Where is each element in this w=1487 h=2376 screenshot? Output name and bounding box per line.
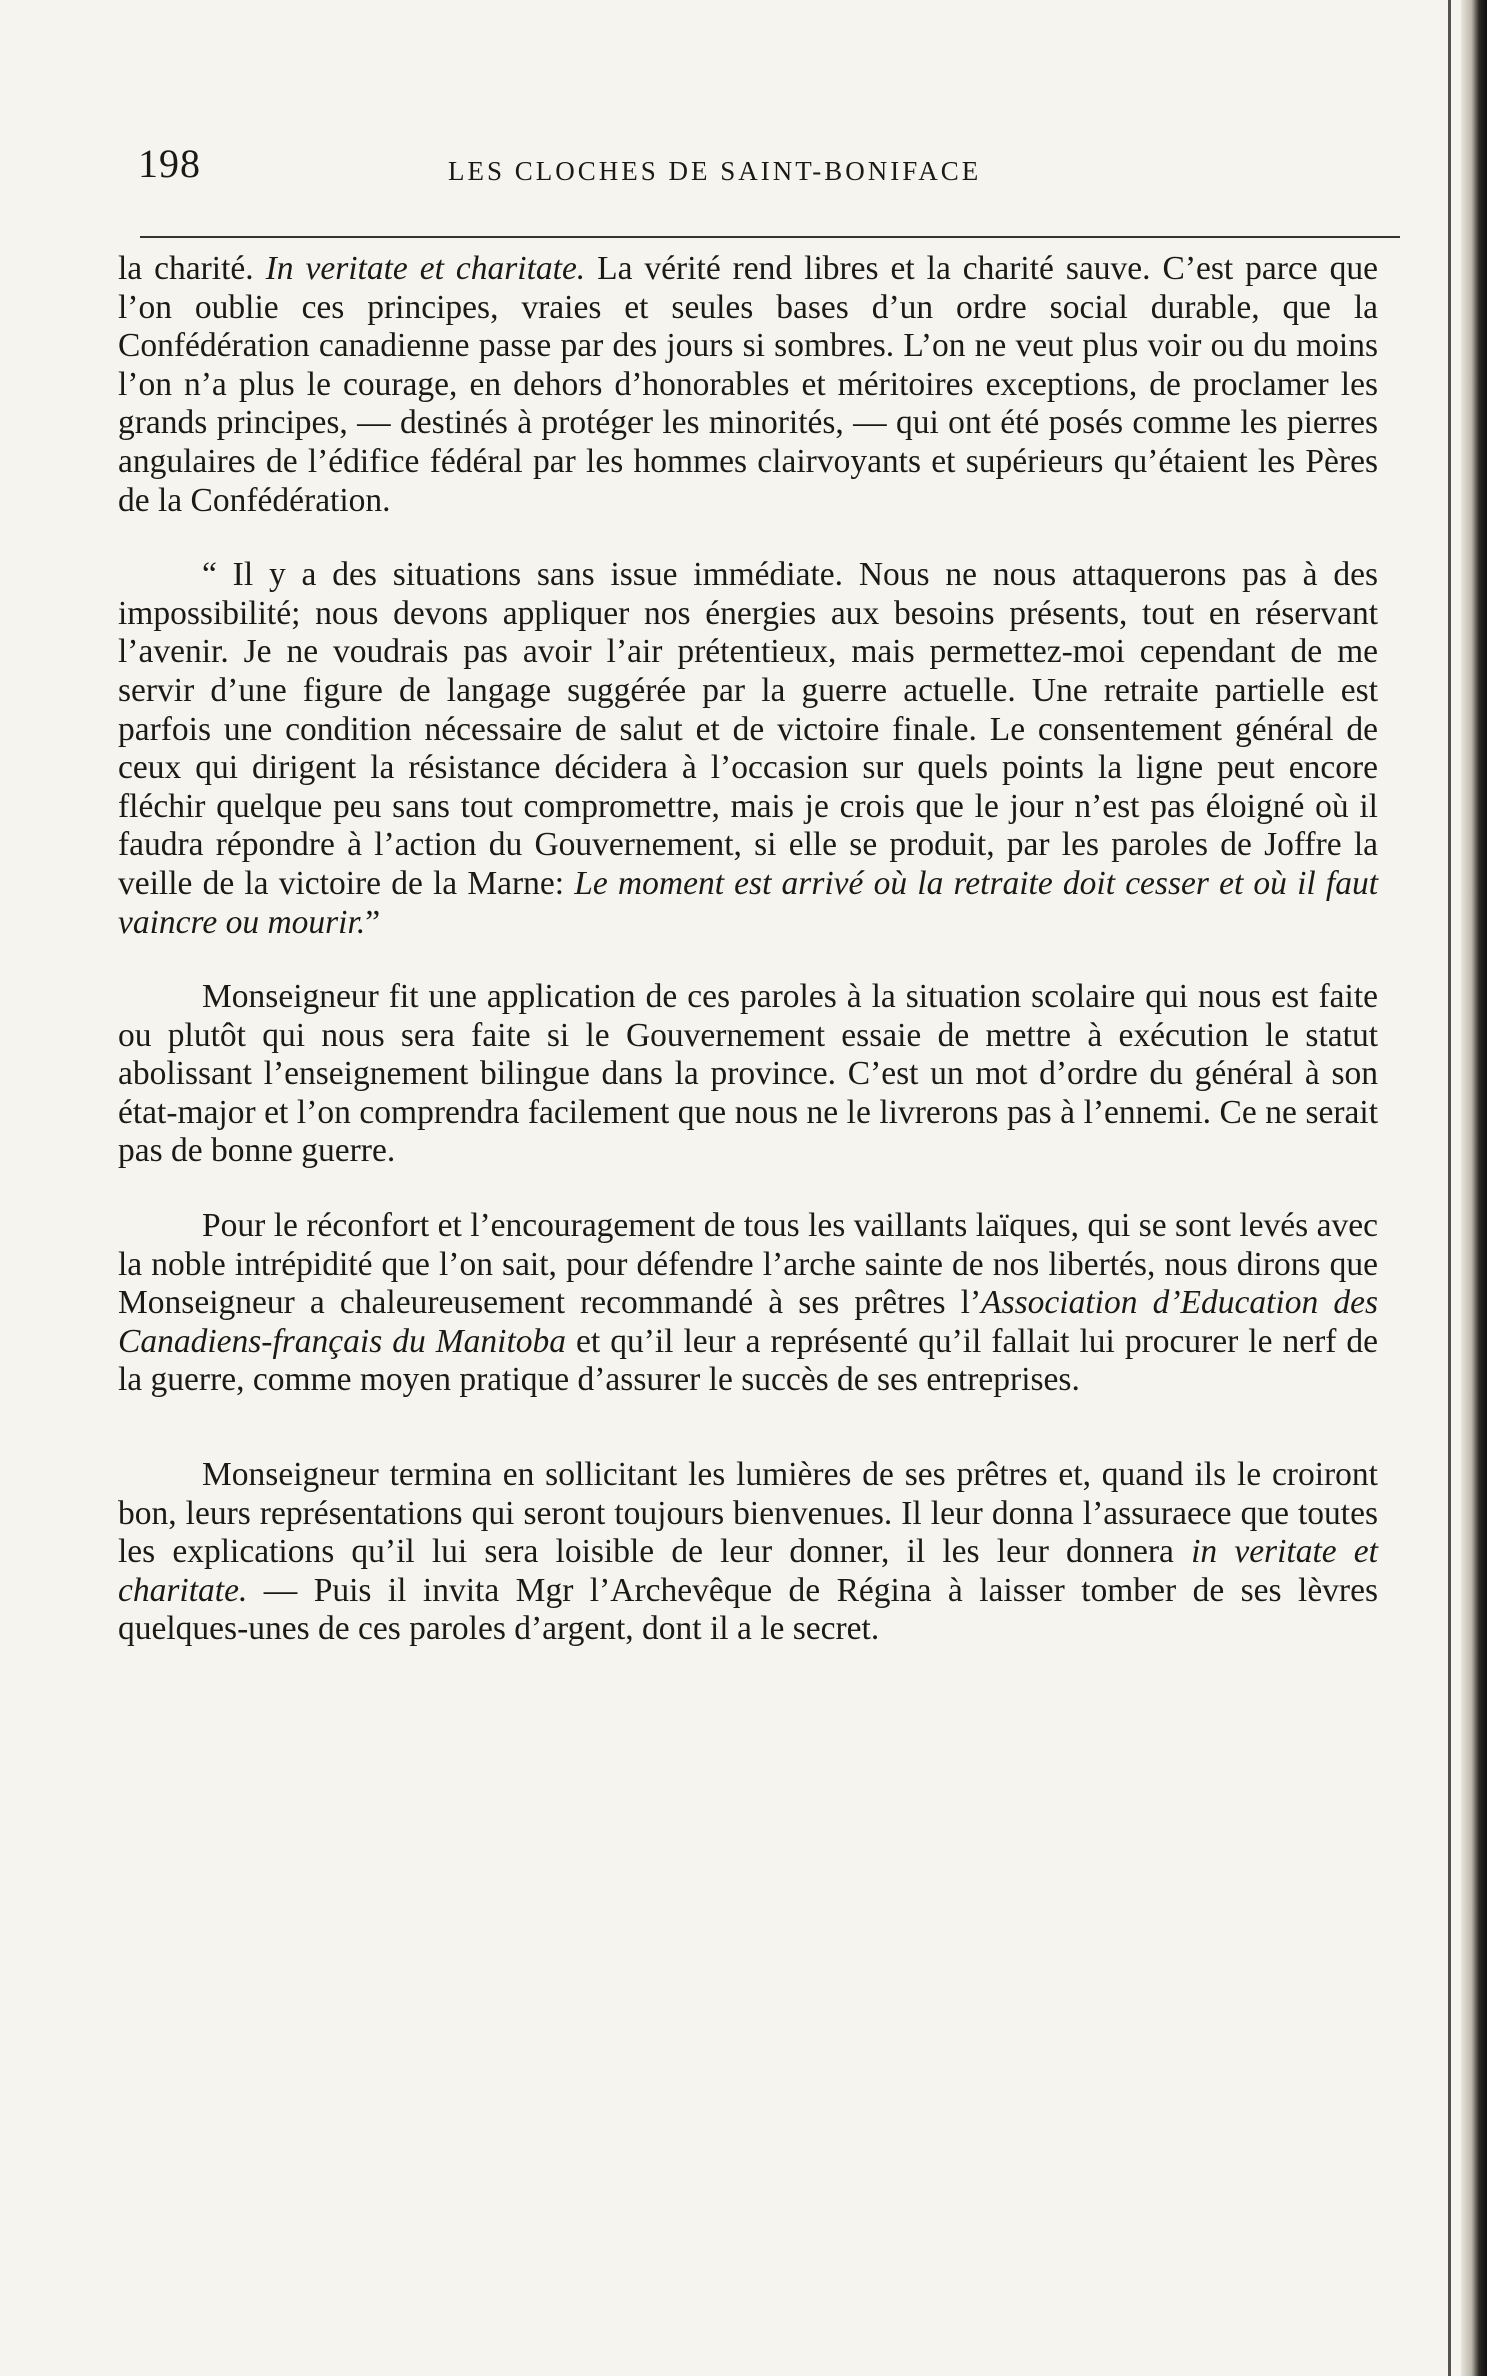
paragraph-1-rest: La vérité rend libres et la charité sauve. C’est parce que l’on oublie ces principes, vraies et seules bases d’un ordre social durable, que la Confédération canadienne passe par des jours si sombres. L’on ne veut plus voir ou du moins l’on n’a plus le courage, en dehors d’honorables et méritoires exceptions, de proclamer les grands principes, — destinés à protéger les minorités, — qui ont été posés comme les pierres angulaires de l’édifice fédéral par les hommes clairvoyants et supérieurs qu’étaient les Pères de la Confédération. [118, 250, 1378, 519]
latin-motto: In veritate et charitate. [265, 250, 586, 287]
body-text [118, 250, 1378, 1649]
paragraph-5-start: Monseigneur termina en sollicitant les lumières de ses prêtres et, quand ils le croiront bon, leurs représentations qui seront toujours bienvenues. Il leur donna l’assuraece que toutes les explications qu’il lui sera loisible de leur donner, il les leur donnera [118, 1456, 1378, 1571]
paragraph-5-rest: — Puis il invita Mgr l’Archevêque de Régina à laisser tomber de ses lèvres quelques-unes de ces paroles d’argent, dont il a le secret. [118, 1571, 1378, 1648]
gutter-edge-line [1448, 0, 1451, 2376]
quotation-text: “ Il y a des situations sans issue immédiate. Nous ne nous attaquerons pas à des impossibilité; nous devons appliquer nos énergies aux besoins présents, tout en réservant l’avenir. Je ne voudrais pas avoir l’air prétentieux, mais permettez-moi cependant de me servir d’une figure de langage suggérée par la guerre actuelle. Une retraite partielle est parfois une condition nécessaire de salut et de victoire finale. Le consentement général de ceux qui dirigent la résistance décidera à l’occasion sur quels points la ligne peut encore fléchir quelque peu sans tout compromettre, mais je crois que le jour n’est pas éloigné où il faudra répondre à l’action du Gouvernement, si elle se produit, par les paroles de Joffre la veille de la victoire de la Marne: [118, 556, 1378, 902]
paragraph-4-rest: et qu’il leur a représenté qu’il fallait lui procurer le nerf de la guerre, comme moyen pratique d’assurer le succès de ses entreprises. [118, 1322, 1379, 1399]
binding-gutter [1461, 0, 1487, 2376]
joffre-quote: Le moment est arrivé où la retraite doit cesser et où il faut vaincre ou mourir. [118, 864, 1378, 941]
page-header [128, 140, 1428, 200]
association-name: Association d’Education des Canadiens-français du Manitoba [118, 1284, 1378, 1360]
closing-quote-mark: ” [365, 903, 381, 941]
paragraph-4 [118, 1207, 1378, 1400]
paragraph-5 [118, 1456, 1378, 1649]
header-rule [140, 236, 1400, 238]
paragraph-1-start: la charité. [118, 250, 266, 287]
paragraph-4-start: Pour le réconfort et l’encouragement de tous les vaillants laïques, qui se sont levés avec la noble intrépidité que l’on sait, pour défendre l’arche sainte de nos libertés, nous dirons que Monseigneur a chaleureusement recommandé à ses prêtres l’ [118, 1207, 1378, 1322]
latin-motto-repeat: in veritate et charitate. [118, 1533, 1378, 1609]
page-number: 198 [138, 141, 201, 186]
paragraph-3: Monseigneur fit une application de ces paroles à la situation scolaire qui nous est faite ou plutôt qui nous sera faite si le Gouvernement essaie de mettre à exécution le statut abolissant l’enseignement bilingue dans la province. C’est un mot d’ordre du général à son état-major et l’on comprendra facilement que nous ne le livrerons pas à l’ennemi. Ce ne serait pas de bonne guerre. [118, 978, 1378, 1170]
running-title: LES CLOCHES DE SAINT-BONIFACE [448, 156, 982, 186]
paragraph-2-quotation [118, 556, 1378, 942]
paragraph-1 [118, 250, 1378, 520]
